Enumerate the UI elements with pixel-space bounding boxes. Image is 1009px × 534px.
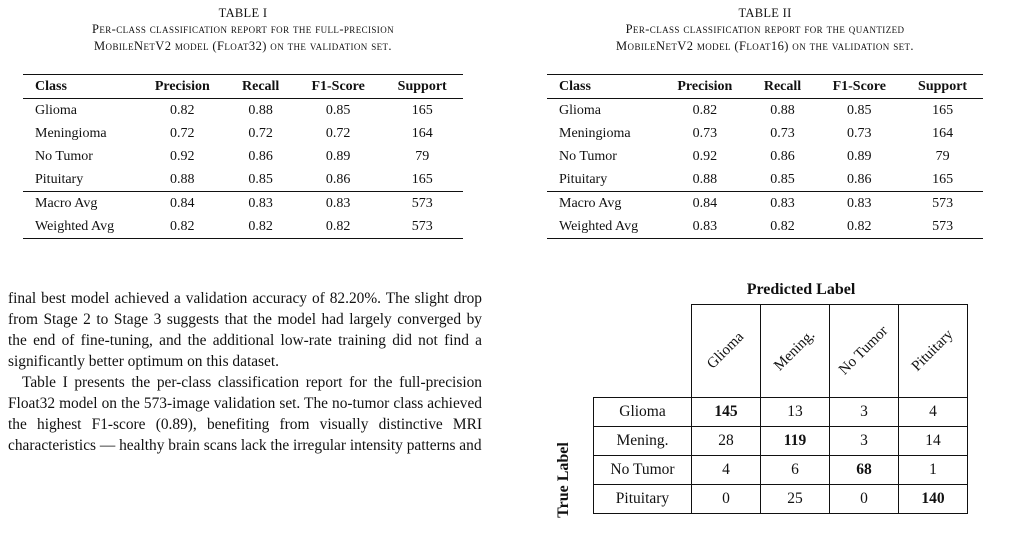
column-label: Glioma bbox=[704, 329, 748, 373]
column-label: No Tumor bbox=[836, 323, 892, 379]
table-row bbox=[23, 122, 463, 145]
matrix-cell: 0 bbox=[692, 485, 761, 514]
table-cell: 0.86 bbox=[325, 171, 351, 187]
matrix-cell: 14 bbox=[899, 427, 968, 456]
paragraph: Table I presents the per-class classification report for the full-precision Float32 model on the 573-image validation set. The no-tumor class achieved the highest F1-score (0.89), benefiting from visually distinctive MRI characteristics — healthy brain scans lack the irregular intensity patterns and bbox=[8, 374, 482, 454]
table-cell: Weighted Avg bbox=[547, 215, 661, 239]
table-cell: 0.73 bbox=[770, 125, 795, 141]
table-row bbox=[547, 168, 983, 192]
matrix-cell: 4 bbox=[899, 398, 968, 427]
row-label: Pituitary bbox=[594, 485, 692, 514]
table-cell: 0.92 bbox=[692, 148, 718, 164]
table-cell: 0.85 bbox=[847, 102, 872, 118]
table-cell: 573 bbox=[381, 192, 463, 216]
table-cell: 0.82 bbox=[170, 102, 195, 118]
table-cell: 0.92 bbox=[170, 148, 195, 164]
table-cell: 0.88 bbox=[692, 171, 718, 187]
corner-cell bbox=[594, 305, 692, 398]
table-cell: 0.86 bbox=[248, 148, 273, 164]
column-label: Mening. bbox=[771, 327, 819, 375]
matrix-cell: 145 bbox=[692, 398, 761, 427]
header-cell: Precision bbox=[138, 75, 226, 99]
matrix-row bbox=[594, 427, 968, 456]
column-header bbox=[692, 305, 761, 398]
table-cell: 0.88 bbox=[770, 102, 795, 118]
column-header-row bbox=[594, 305, 968, 398]
table-caption-line-1: Per-class classification report for the quantized bbox=[625, 22, 905, 36]
table-row bbox=[23, 192, 463, 216]
matrix-cell: 0 bbox=[830, 485, 899, 514]
table-label: TABLE II bbox=[738, 6, 792, 20]
table-cell: 0.82 bbox=[138, 215, 226, 239]
header-cell: Recall bbox=[749, 75, 817, 99]
table-cell: Glioma bbox=[35, 102, 77, 118]
table-cell: 0.84 bbox=[138, 192, 226, 216]
table-row bbox=[23, 215, 463, 239]
table-cell: 0.85 bbox=[325, 102, 351, 118]
matrix-cell: 6 bbox=[761, 456, 830, 485]
table-cell: 0.72 bbox=[170, 125, 195, 141]
table-cell: Meningioma bbox=[35, 125, 107, 141]
header-cell: Support bbox=[902, 75, 983, 99]
table-cell: 165 bbox=[411, 102, 433, 118]
table-cell: No Tumor bbox=[559, 148, 617, 164]
table-cell: 0.85 bbox=[770, 171, 795, 187]
table-row bbox=[547, 99, 983, 123]
table-cell: 0.82 bbox=[226, 215, 295, 239]
table-cell: 0.82 bbox=[692, 102, 718, 118]
table-caption-line-2: MobileNetV2 model (Float16) on the validation set. bbox=[616, 38, 914, 53]
table-cell: 165 bbox=[932, 102, 954, 118]
table-row bbox=[547, 145, 983, 168]
paragraph: final best model achieved a validation accuracy of 82.20%. The slight drop from Stage 2 to Stage 3 suggests that the model had largely converged by the end of fine-tuning, and the additional low-rate training did not find a significantly better optimum on this dataset. bbox=[8, 290, 482, 370]
table-cell: No Tumor bbox=[35, 148, 93, 164]
table-header-row bbox=[547, 75, 983, 99]
table-cell: 0.83 bbox=[295, 192, 381, 216]
table-row bbox=[23, 145, 463, 168]
table-cell: 0.89 bbox=[847, 148, 872, 164]
table-cell: 0.86 bbox=[770, 148, 795, 164]
table-cell: 573 bbox=[902, 215, 983, 239]
column-header bbox=[899, 305, 968, 398]
header-cell: F1-Score bbox=[295, 75, 381, 99]
matrix-row bbox=[594, 485, 968, 514]
matrix-cell: 28 bbox=[692, 427, 761, 456]
table-cell: 0.83 bbox=[226, 192, 295, 216]
matrix-cell: 119 bbox=[761, 427, 830, 456]
table-cell: 165 bbox=[932, 171, 954, 187]
table-cell: 0.82 bbox=[749, 215, 817, 239]
matrix-cell: 140 bbox=[899, 485, 968, 514]
table-cell: 0.73 bbox=[847, 125, 872, 141]
table-cell: 0.83 bbox=[749, 192, 817, 216]
classification-report-table bbox=[23, 74, 463, 239]
table-cell: 165 bbox=[411, 171, 433, 187]
table-row bbox=[547, 215, 983, 239]
header-cell: Precision bbox=[661, 75, 748, 99]
table-cell: Meningioma bbox=[559, 125, 631, 141]
table-row bbox=[547, 122, 983, 145]
table-cell: 573 bbox=[902, 192, 983, 216]
column-header bbox=[830, 305, 899, 398]
table-2 bbox=[526, 6, 1004, 239]
header-cell: Class bbox=[23, 75, 138, 99]
table-row bbox=[23, 99, 463, 123]
row-label: Glioma bbox=[594, 398, 692, 427]
table-cell: 573 bbox=[381, 215, 463, 239]
matrix-cell: 3 bbox=[830, 398, 899, 427]
table-cell: Pituitary bbox=[35, 171, 84, 187]
table-cell: 0.72 bbox=[325, 125, 351, 141]
table-row bbox=[23, 168, 463, 192]
table-row bbox=[547, 192, 983, 216]
table-cell: Weighted Avg bbox=[23, 215, 138, 239]
matrix-cell: 13 bbox=[761, 398, 830, 427]
table-caption-line-2: MobileNetV2 model (Float32) on the validation set. bbox=[94, 38, 392, 53]
table-cell: 0.89 bbox=[325, 148, 351, 164]
table-cell: 0.84 bbox=[661, 192, 748, 216]
row-label: No Tumor bbox=[594, 456, 692, 485]
table-label: TABLE I bbox=[218, 6, 268, 20]
table-cell: 0.83 bbox=[816, 192, 902, 216]
header-cell: Recall bbox=[226, 75, 295, 99]
predicted-label-title: Predicted Label bbox=[746, 281, 856, 298]
table-cell: 0.88 bbox=[248, 102, 273, 118]
table-1 bbox=[6, 6, 480, 239]
true-label-text: True Label bbox=[555, 442, 572, 518]
table-cell: 0.83 bbox=[661, 215, 748, 239]
column-header bbox=[761, 305, 830, 398]
table-cell: 0.72 bbox=[248, 125, 273, 141]
table-cell: 79 bbox=[415, 148, 430, 164]
table-cell: Macro Avg bbox=[547, 192, 661, 216]
matrix-row bbox=[594, 456, 968, 485]
table-cell: Macro Avg bbox=[23, 192, 138, 216]
body-text bbox=[8, 288, 482, 456]
matrix-cell: 3 bbox=[830, 427, 899, 456]
classification-report-table bbox=[547, 74, 983, 239]
table-cell: 0.82 bbox=[816, 215, 902, 239]
matrix-cell: 1 bbox=[899, 456, 968, 485]
table-cell: 0.85 bbox=[248, 171, 273, 187]
table-cell: Pituitary bbox=[559, 171, 608, 187]
table-header-row bbox=[23, 75, 463, 99]
table-cell: 164 bbox=[411, 125, 433, 141]
table-cell: 0.88 bbox=[170, 171, 195, 187]
table-caption-line-1: Per-class classification report for the full-precision bbox=[92, 22, 394, 36]
table-cell: 0.82 bbox=[295, 215, 381, 239]
table-cell: 164 bbox=[932, 125, 954, 141]
confusion-matrix-grid bbox=[593, 304, 968, 514]
column-label: Pituitary bbox=[908, 326, 957, 375]
confusion-matrix bbox=[555, 280, 1006, 530]
header-cell: Support bbox=[381, 75, 463, 99]
matrix-row bbox=[594, 398, 968, 427]
matrix-cell: 4 bbox=[692, 456, 761, 485]
matrix-cell: 68 bbox=[830, 456, 899, 485]
header-cell: Class bbox=[547, 75, 661, 99]
table-cell: 0.86 bbox=[847, 171, 872, 187]
table-cell: 0.73 bbox=[692, 125, 718, 141]
header-cell: F1-Score bbox=[816, 75, 902, 99]
row-label: Mening. bbox=[594, 427, 692, 456]
table-cell: Glioma bbox=[559, 102, 601, 118]
table-cell: 79 bbox=[935, 148, 950, 164]
matrix-cell: 25 bbox=[761, 485, 830, 514]
